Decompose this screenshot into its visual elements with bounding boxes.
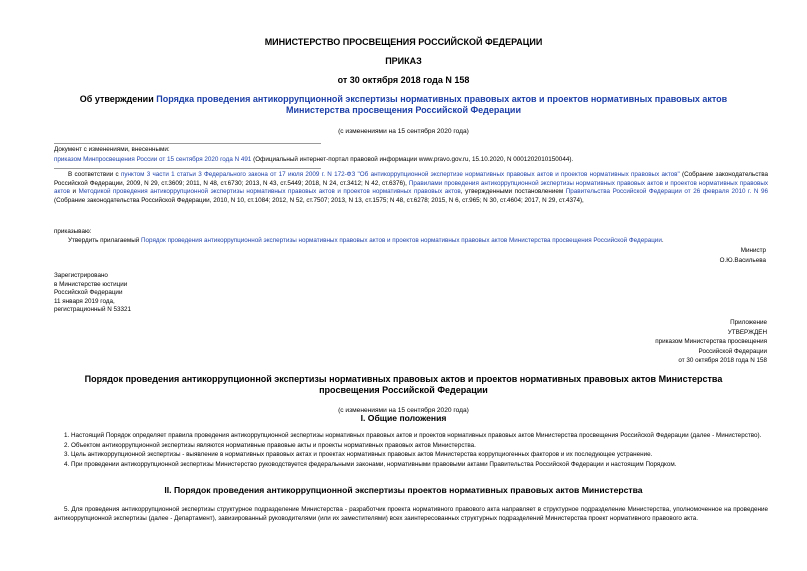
registration-line: 11 января 2019 года, — [54, 297, 115, 305]
approve-text: . — [661, 237, 664, 244]
preamble-text: (Собрание законодательства Российской Федерации, 2010, N 10, ст.1084; 2012, N 52, ст.7507; 2013, N 13, ст.1575; N 48, ст.6278; 2015, N 6, ст.965; N 30, ст.4604; 2017, N 29, ст.4374), — [54, 196, 584, 204]
registration-line: в Министерстве юстиции — [54, 280, 128, 288]
registration-line: Зарегистрировано — [54, 272, 108, 279]
preamble-text: В соответствии с — [68, 171, 121, 178]
procedure-title: Порядок проведения антикоррупционной экспертизы нормативных правовых актов и проектов нормативных правовых актов Министерства просвещения Российской Федерации — [84, 374, 723, 395]
amendment-link[interactable]: приказом Минпросвещения России от 15 сентября 2020 года N 491 — [54, 156, 252, 163]
signature-name: О.Ю.Васильева — [719, 257, 766, 264]
list-item: 4. При проведении антикоррупционной экспертизы Министерство руководствуется федеральными законами, нормативными правовыми актами Правительства Российской Федерации и настоящим Порядком. — [64, 460, 677, 468]
methodology-link[interactable]: Методикой проведения антикоррупционной экспертизы нормативных правовых актов и проектов нормативных правовых актов — [78, 188, 461, 195]
preamble-paragraph — [54, 171, 768, 205]
title-link[interactable]: Порядка проведения антикоррупционной экспертизы нормативных правовых актов и проектов нормативных правовых актов Министерства просвещения Российской Федерации — [156, 94, 728, 115]
appendix-line: УТВЕРЖДЕН — [727, 328, 767, 336]
divider — [54, 168, 321, 169]
list-item: 2. Объектом антикоррупционной экспертизы являются нормативные правовые акты и проекты нормативных правовых актов Министерства. — [64, 441, 476, 449]
preamble-text: , утвержденными постановлением — [460, 188, 566, 195]
signature-position: Министр — [740, 247, 766, 254]
doc-type-heading: ПРИКАЗ — [385, 56, 422, 66]
amendments-line — [54, 156, 764, 165]
federal-law-link[interactable]: пунктом 3 части 1 статьи 3 Федерального закона от 17 июля 2009 г. N 172-ФЗ "Об антикоррупционной экспертизе нормативных правовых актов и проектов нормативных правовых актов" — [120, 171, 680, 178]
preamble-text: и — [70, 188, 79, 195]
approve-paragraph — [54, 237, 768, 246]
rules-link[interactable]: Правилами проведения антикоррупционной экспертизы нормативных правовых актов и проектов нормативных правовых актов — [54, 179, 768, 195]
doc-date-number: от 30 октября 2018 года N 158 — [337, 75, 470, 85]
section-1-items — [54, 432, 768, 469]
registration-line: регистрационный N 53321 — [54, 306, 132, 313]
registration-line: Российской Федерации — [54, 289, 123, 296]
ministry-heading: МИНИСТЕРСТВО ПРОСВЕЩЕНИЯ РОССИЙСКОЙ ФЕДЕРАЦИИ — [264, 37, 543, 47]
divider — [54, 143, 321, 144]
preamble-text: (Собрание законодательства Российской Федерации, 2009, N 29, ст.3609; 2011, N 48, ст.6730; 2013, N 43, ст.5449; 2018, N 24, ст.3412; N 42, ст.6376), — [54, 171, 769, 187]
item-5-paragraph: 5. Для проведения антикоррупционной экспертизы структурное подразделение Министерства - разработчик проекта нормативного правового акта направляет в структурное подразделение Министерства, уполномоченное на проведение антикоррупционной экспертизы (далее - Департамент), завизированный руководителями (или их заместителями) всех заинтересованных структурных подразделений Министерства проект нормативного правового акта. — [54, 506, 768, 522]
section-1-heading: I. Общие положения — [360, 413, 447, 423]
list-item: 1. Настоящий Порядок определяет правила проведения антикоррупционной экспертизы нормативных правовых актов и проектов нормативных правовых актов Министерства просвещения Российской Федерации (далее - Министерство). — [64, 432, 762, 439]
appendix-line: приказом Министерства просвещения — [655, 338, 767, 345]
procedure-revision: (с изменениями на 15 сентября 2020 года) — [338, 407, 469, 414]
order-word: приказываю: — [54, 228, 92, 235]
registration-block — [54, 272, 254, 315]
appendix-line: от 30 октября 2018 года N 158 — [678, 357, 767, 364]
approve-text: Утвердить прилагаемый — [68, 237, 142, 244]
appendix-line: Приложение — [730, 319, 767, 326]
government-decree-link[interactable]: Правительства Российской Федерации от 26 февраля 2010 г. N 96 — [565, 188, 768, 195]
amendments-intro: Документ с изменениями, внесенными: — [54, 146, 170, 153]
document-title — [60, 94, 747, 116]
amendment-source: (Официальный интернет-портал правовой информации www.pravo.gov.ru, 15.10.2020, N 0001202010150044). — [251, 156, 574, 163]
section-2-heading: II. Порядок проведения антикоррупционной экспертизы проектов нормативных правовых актов Министерства — [164, 485, 643, 495]
title-prefix: Об утверждении — [79, 94, 157, 104]
header-revision: (с изменениями на 15 сентября 2020 года) — [338, 128, 469, 135]
procedure-link[interactable]: Порядок проведения антикоррупционной экспертизы нормативных правовых актов и проектов нормативных правовых актов Министерства просвещения Российской Федерации — [141, 237, 662, 244]
list-item: 3. Цель антикоррупционной экспертизы - выявление в нормативных правовых актах и проектах нормативных правовых актов Министерства коррупциогенных факторов и их последующее устранение. — [64, 451, 653, 458]
appendix-line: Российской Федерации — [698, 347, 767, 355]
appendix-block — [480, 319, 767, 366]
